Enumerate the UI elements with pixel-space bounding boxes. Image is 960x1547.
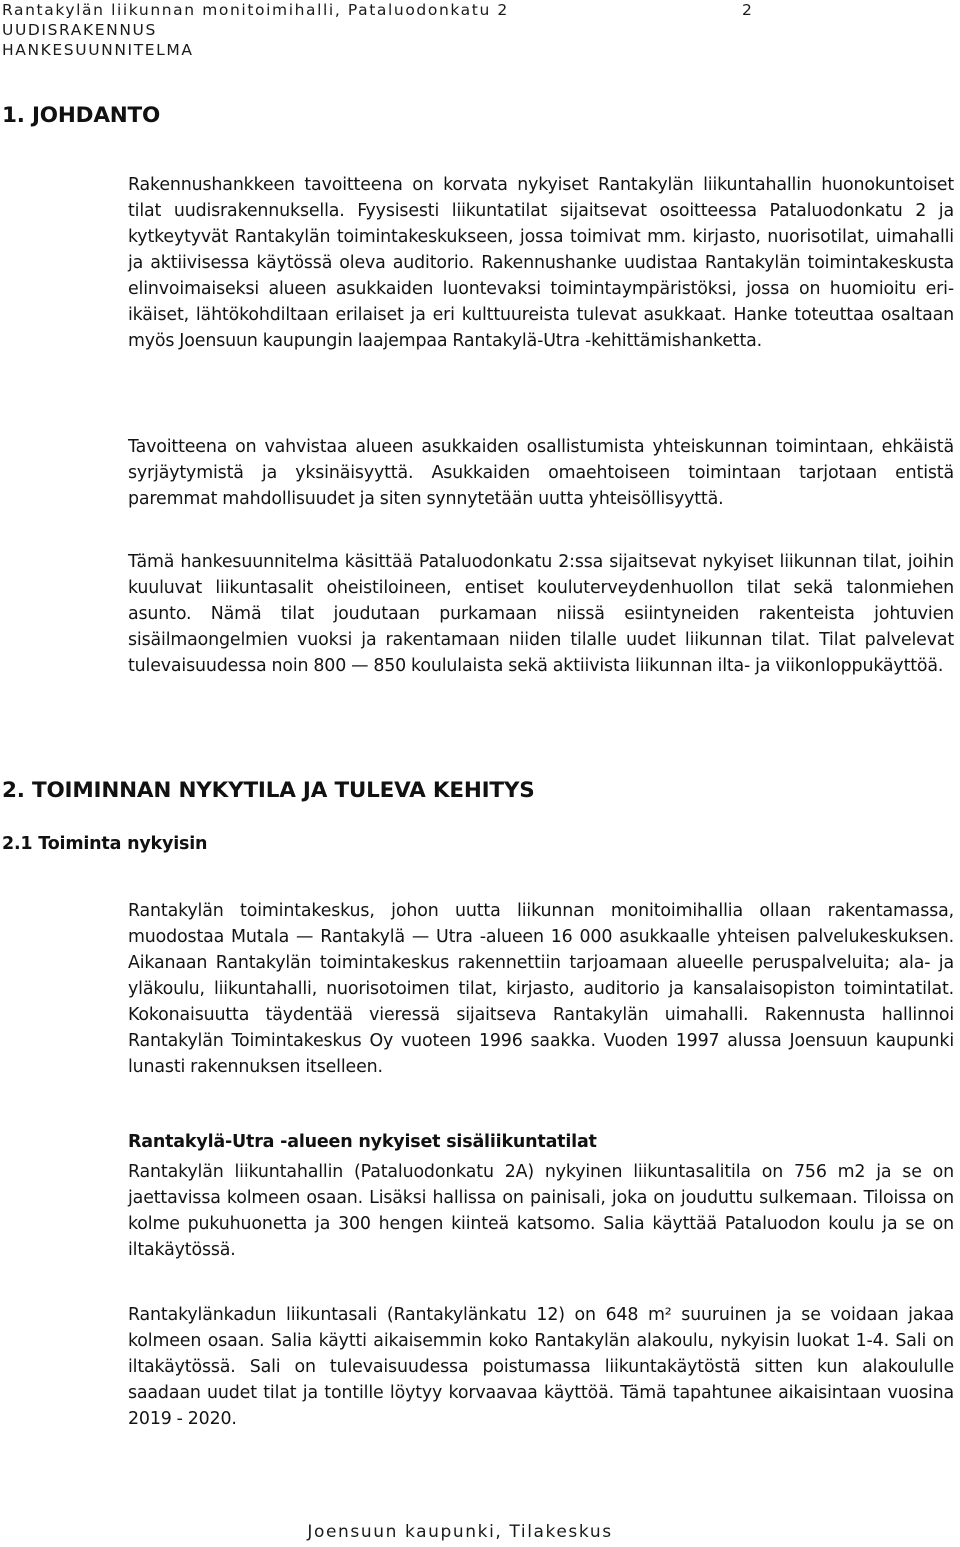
section-1-paragraph-1: Rakennushankkeen tavoitteena on korvata nykyiset Rantakylän liikuntahallin huonokuntoiset tilat uudisrakennuksella. Fyysisesti liikuntatilat sijaitsevat osoitteessa Pataluodonkatu 2 ja kytkeytyvät Rantakylän toimintakeskukseen, jossa toimivat mm. kirjasto, nuorisotilat, uimahalli ja aktiivisessa käytössä oleva auditorio. Rakennushanke uudistaa Rantakylän toimintakeskusta elinvoimaiseksi alueen asukkaiden luontevaksi toimintaympäristöksi, jossa on huomioitu eri-ikäiset, lähtökohdiltaan erilaiset ja eri kulttuureista tulevat asukkaat. Hanke toteuttaa osaltaan myös Joensuun kaupungin laajempaa Rantakylä-Utra -kehittämishanketta.	[128, 175, 954, 351]
section-1-paragraph-3: Tämä hankesuunnitelma käsittää Pataluodonkatu 2:ssa sijaitsevat nykyiset liikunnan tilat, joihin kuuluvat liikuntasalit oheistiloineen, entiset kouluterveydenhuollon tilat sekä talonmiehen asunto. Nämä tilat joudutaan purkamaan niissä esiintyneiden rakenteista johtuvien sisäilmaongelmien vuoksi ja rakentamaan niiden tilalle uudet liikunnan tilat. Tilat palvelevat tulevaisuudessa noin 800 — 850 koululaista sekä aktiivista liikunnan ilta- ja viikonloppukäyttöä.	[128, 552, 954, 676]
header-document-type: HANKESUUNNITELMA	[2, 41, 194, 59]
facility-paragraph-liikuntahalli: Rantakylän liikuntahallin (Pataluodonkatu 2A) nykyinen liikuntasalitila on 756 m2 ja se on jaettavissa kolmeen osaan. Lisäksi hallissa on painisali, joka on jouduttu sulkemaan. Tiloissa on kolme pukuhuonetta ja 300 hengen kiinteä katsomo. Salia käyttää Pataluodon koulu ja se on iltakäytössä.	[128, 1162, 954, 1260]
header-project-title: Rantakylän liikunnan monitoimihalli, Pataluodonkatu 2	[2, 1, 509, 19]
section-1-heading: 1. JOHDANTO	[2, 103, 161, 128]
indoor-facilities-heading: Rantakylä-Utra -alueen nykyiset sisäliikuntatilat	[128, 1132, 597, 1152]
facility-paragraph-rantakylankatu: Rantakylänkadun liikuntasali (Rantakylänkatu 12) on 648 m² suuruinen ja se voidaan jakaa kolmeen osaan. Salia käytti aikaisemmin koko Rantakylän alakoulu, nykyisin luokat 1-4. Sali on iltakäytössä. Sali on tulevaisuudessa poistumassa liikuntakäytöstä sitten kun alakoululle saadaan uudet tilat ja tontille löytyy korvaavaa käyttöä. Tämä tapahtunee aikaisintaan vuosina 2019 - 2020.	[128, 1305, 954, 1429]
header-project-type: UUDISRAKENNUS	[2, 21, 157, 39]
subsection-2-1-heading: 2.1 Toiminta nykyisin	[2, 834, 208, 854]
section-2-heading: 2. TOIMINNAN NYKYTILA JA TULEVA KEHITYS	[2, 778, 535, 803]
subsection-2-1-paragraph-1: Rantakylän toimintakeskus, johon uutta liikunnan monitoimihallia ollaan rakentamassa, muodostaa Mutala — Rantakylä — Utra -alueen 16 000 asukkaalle yhteisen palvelukeskuksen. Aikanaan Rantakylän toimintakeskus rakennettiin tarjoamaan alueelle peruspalveluita; ala- ja yläkoulu, liikuntahalli, nuorisotoimen tilat, kirjasto, auditorio ja kansalaisopiston toimintatilat. Kokonaisuutta täydentää vieressä sijaitseva Rantakylän uimahalli. Rakennusta hallinnoi Rantakylän Toimintakeskus Oy vuoteen 1996 saakka. Vuoden 1997 alussa Joensuun kaupunki lunasti rakennuksen itselleen.	[128, 901, 954, 1077]
page-footer: Joensuun kaupunki, Tilakeskus	[307, 1522, 613, 1542]
page-number: 2	[742, 1, 754, 19]
section-1-paragraph-2: Tavoitteena on vahvistaa alueen asukkaiden osallistumista yhteiskunnan toimintaan, ehkäistä syrjäytymistä ja yksinäisyyttä. Asukkaiden omaehtoiseen toimintaan tarjotaan entistä paremmat mahdollisuudet ja siten synnytetään uutta yhteisöllisyyttä.	[128, 437, 954, 509]
